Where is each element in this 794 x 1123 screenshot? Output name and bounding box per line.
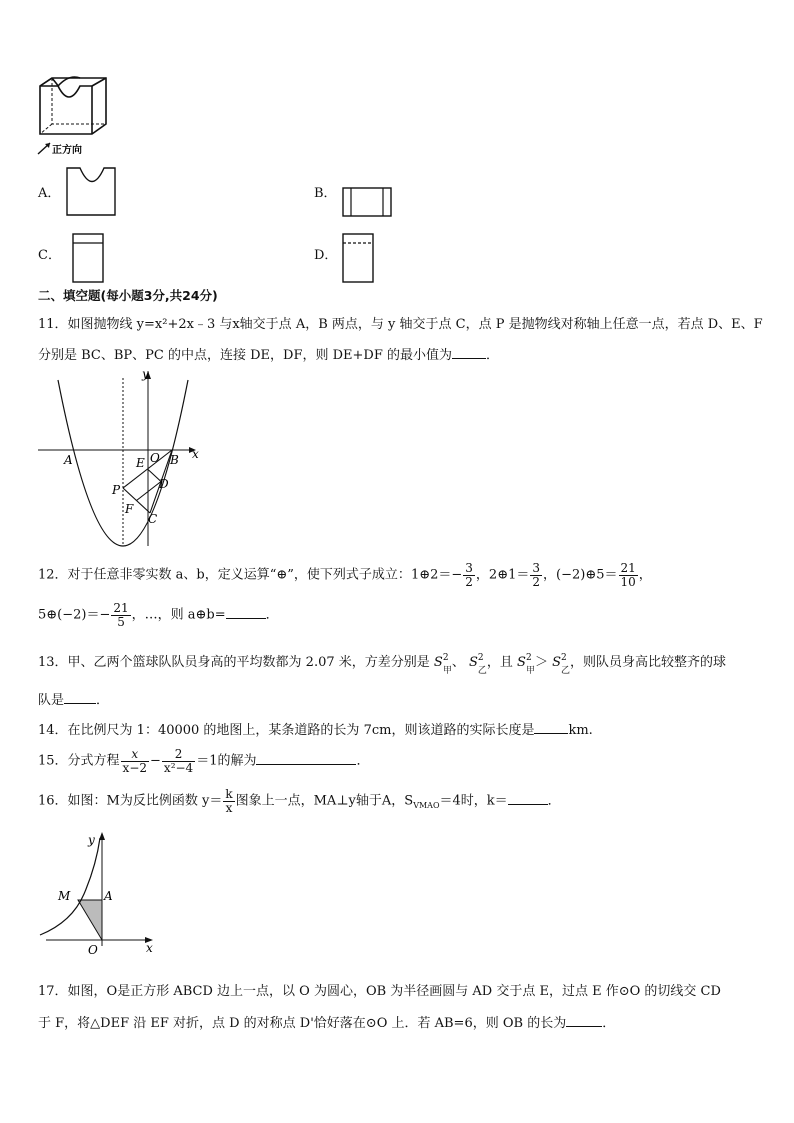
option-a-figure — [66, 167, 118, 217]
q11-label-b: B — [170, 453, 179, 467]
option-a-label: A． — [38, 186, 61, 201]
q11-label-e: E — [136, 456, 145, 470]
q11-label-p: P — [112, 483, 121, 497]
q16-label-x: x — [146, 941, 153, 955]
q16-line: 16．如图：M为反比例函数 y＝ $\frac{k}{x}$ 图象上一点，MA⊥y轴于A，$S_{VMAO}=4$时，k＝ ． — [38, 787, 561, 815]
q16-label-a: A — [104, 889, 113, 903]
q13-line2: 队是 ． — [38, 689, 109, 708]
section-title: 二、填空题(每小题3分,共24分) — [38, 288, 218, 303]
q16-label-y: y — [88, 833, 95, 847]
q17-line1: 17．如图，O是正方形 ABCD 边上一点，以 O 为圆心，OB 为半径画圆与 AD 交于点 E，过点 E 作⊙O 的切线交 CD — [38, 984, 721, 999]
option-c-label: C． — [38, 248, 61, 263]
q12-line1: 12．对于任意非零实数 a、b，定义运算“⊕”，使下列式子成立：1⊕2＝− $\frac{3}{2}$ ，2⊕1＝ $\frac{3}{2}$ ，(−2)⊕5＝ $\frac{21}{10}$ ， — [38, 561, 652, 589]
q11-label-x: x — [192, 447, 199, 461]
q16-label-m: M — [58, 889, 71, 903]
q16-label-o: O — [88, 943, 98, 957]
q14-line: 14．在比例尺为 1：40000 的地图上，某条道路的长为 7cm，则该道路的实际长度是 km. — [38, 719, 593, 738]
option-b-label: B． — [314, 186, 337, 201]
q13-line1: 13．甲、乙两个篮球队队员身高的平均数都为 2.07 米，方差分别是 S 2 甲 、 S 2 乙 ，且 S 2 甲 ＞ S 2 乙 ，则队员身高比较整齐的球 — [38, 653, 727, 676]
q11-line1: 11．如图抛物线 y=x²+2x﹣3 与x轴交于点 A，B 两点，与 y 轴交于点 C，点 P 是抛物线对称轴上任意一点，若点 D、E、F — [38, 317, 763, 332]
q12-line2: 5⊕(−2)＝− $\frac{21}{5}$ ，…，则 a⊕b= ． — [38, 601, 279, 629]
option-d-figure — [342, 233, 376, 285]
q11-label-d: D — [159, 477, 169, 491]
cube-figure — [30, 74, 120, 156]
q13-answer-blank[interactable] — [64, 690, 96, 704]
q11-label-c: C — [148, 512, 158, 526]
q16-answer-blank[interactable] — [508, 791, 548, 805]
direction-label: 正方向 — [52, 145, 82, 156]
option-c-figure — [72, 233, 106, 285]
q17-line2: 于 F，将△DEF 沿 EF 对折，点 D 的对称点 D'恰好落在⊙O 上．若 AB=6，则 OB 的长为 ． — [38, 1012, 615, 1031]
q17-answer-blank[interactable] — [566, 1013, 602, 1027]
q11-label-f: F — [125, 502, 134, 516]
q14-answer-blank[interactable] — [534, 720, 568, 734]
q11-label-a: A — [64, 453, 73, 467]
q15-line: 15．分式方程 $\frac{x}{x-2}$ − $\frac{2}{\text{x²−4}}$ ＝1的解为 ． — [38, 747, 370, 775]
option-b-figure — [342, 187, 394, 219]
q16-hyperbola-figure — [36, 830, 166, 956]
q11-answer-blank[interactable] — [452, 345, 486, 359]
q11-parabola-figure — [36, 366, 206, 552]
q11-label-y: y — [142, 367, 149, 381]
q15-answer-blank[interactable] — [256, 751, 356, 765]
option-d-label: D． — [314, 248, 338, 263]
q11-line2: 分别是 BC、BP、PC 的中点，连接 DE，DF，则 DE+DF 的最小值为 ． — [38, 344, 499, 363]
q12-answer-blank[interactable] — [226, 605, 266, 619]
q11-label-o: O — [150, 451, 160, 465]
